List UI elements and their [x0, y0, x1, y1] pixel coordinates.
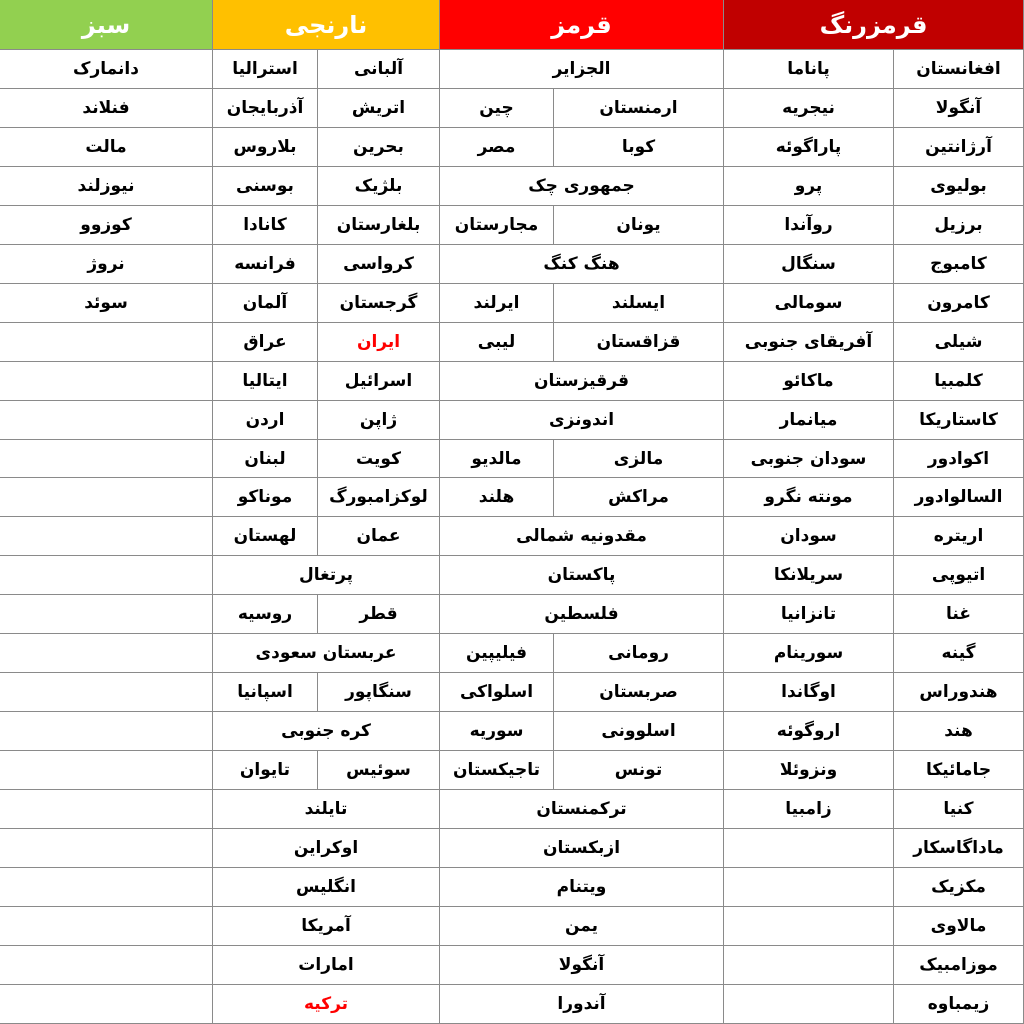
- country-cell: [724, 868, 894, 907]
- country-cell: غنا: [894, 595, 1024, 634]
- empty-cell: [0, 401, 213, 440]
- country-cell: بولیوی: [894, 167, 1024, 206]
- country-cell: هنگ کنگ: [440, 245, 724, 284]
- empty-cell: [0, 868, 213, 907]
- country-cell: مالاوی: [894, 907, 1024, 946]
- country-cell: چین: [440, 89, 554, 128]
- country-cell: تانزانیا: [724, 595, 894, 634]
- country-cell: استرالیا: [213, 50, 318, 89]
- country-cell: لوکزامبورگ: [318, 478, 440, 517]
- country-cell: عمان: [318, 517, 440, 556]
- country-cell: ترکیه: [213, 985, 440, 1024]
- country-cell: صربستان: [554, 673, 724, 712]
- country-cell: سودان: [724, 517, 894, 556]
- empty-cell: [0, 751, 213, 790]
- country-cell: کلمبیا: [894, 362, 1024, 401]
- country-cell: کویت: [318, 440, 440, 479]
- country-cell: سومالی: [724, 284, 894, 323]
- country-cell: سودان جنوبی: [724, 440, 894, 479]
- country-cell: آنگولا: [894, 89, 1024, 128]
- country-cell: آمریکا: [213, 907, 440, 946]
- country-cell: کرواسی: [318, 245, 440, 284]
- country-cell: جمهوری چک: [440, 167, 724, 206]
- country-cell: امارات: [213, 946, 440, 985]
- country-cell: اریتره: [894, 517, 1024, 556]
- country-cell: انگلیس: [213, 868, 440, 907]
- country-cell: ماداگاسکار: [894, 829, 1024, 868]
- empty-cell: [0, 517, 213, 556]
- country-cell: السالوادور: [894, 478, 1024, 517]
- country-cell: کانادا: [213, 206, 318, 245]
- country-cell: ژاپن: [318, 401, 440, 440]
- country-cell: آفریقای جنوبی: [724, 323, 894, 362]
- country-cell: اسپانیا: [213, 673, 318, 712]
- country-cell: قرقیزستان: [440, 362, 724, 401]
- country-cell: پاناما: [724, 50, 894, 89]
- header-orange: نارنجی: [213, 0, 440, 50]
- country-cell: کامبوج: [894, 245, 1024, 284]
- country-cell: پرتغال: [213, 556, 440, 595]
- empty-cell: [0, 673, 213, 712]
- country-cell: تونس: [554, 751, 724, 790]
- country-cell: مقدونیه شمالی: [440, 517, 724, 556]
- country-cell: ازبکستان: [440, 829, 724, 868]
- country-cell: آلمان: [213, 284, 318, 323]
- country-cell: گینه: [894, 634, 1024, 673]
- empty-cell: [0, 478, 213, 517]
- country-cell: سنگال: [724, 245, 894, 284]
- country-cell: نیوزلند: [0, 167, 213, 206]
- country-cell: زامبیا: [724, 790, 894, 829]
- country-cell: اسرائیل: [318, 362, 440, 401]
- country-cell: تاجیکستان: [440, 751, 554, 790]
- country-cell: آذربایجان: [213, 89, 318, 128]
- country-cell: بلژیک: [318, 167, 440, 206]
- header-crimson: قرمزرنگ: [724, 0, 1024, 50]
- country-cell: کامرون: [894, 284, 1024, 323]
- country-cell: مکزیک: [894, 868, 1024, 907]
- country-cell: ویتنام: [440, 868, 724, 907]
- country-cell: شیلی: [894, 323, 1024, 362]
- country-cell: روآندا: [724, 206, 894, 245]
- country-cell: هند: [894, 712, 1024, 751]
- country-cell: مونته نگرو: [724, 478, 894, 517]
- country-cell: قطر: [318, 595, 440, 634]
- country-cell: اتریش: [318, 89, 440, 128]
- country-cell: سنگاپور: [318, 673, 440, 712]
- country-cell: هلند: [440, 478, 554, 517]
- country-cell: مالزی: [554, 440, 724, 479]
- empty-cell: [0, 323, 213, 362]
- empty-cell: [0, 790, 213, 829]
- empty-cell: [0, 829, 213, 868]
- country-cell: اسلوونی: [554, 712, 724, 751]
- empty-cell: [0, 556, 213, 595]
- country-cell: آلبانی: [318, 50, 440, 89]
- country-cell: میانمار: [724, 401, 894, 440]
- country-cell: کاستاریکا: [894, 401, 1024, 440]
- country-cell: فلسطین: [440, 595, 724, 634]
- country-cell: اندونزی: [440, 401, 724, 440]
- country-cell: اوگاندا: [724, 673, 894, 712]
- empty-cell: [0, 362, 213, 401]
- country-cell: قزاقستان: [554, 323, 724, 362]
- country-cell: اکوادور: [894, 440, 1024, 479]
- header-red: قرمز: [440, 0, 724, 50]
- country-cell: [724, 946, 894, 985]
- country-cell: ماکائو: [724, 362, 894, 401]
- country-cell: زیمباوه: [894, 985, 1024, 1024]
- country-cell: [724, 907, 894, 946]
- country-cell: مراکش: [554, 478, 724, 517]
- country-cell: سوریه: [440, 712, 554, 751]
- country-cell: اسلواکی: [440, 673, 554, 712]
- country-cell: ترکمنستان: [440, 790, 724, 829]
- country-cell: اتیوپی: [894, 556, 1024, 595]
- country-cell: فرانسه: [213, 245, 318, 284]
- country-cell: [724, 985, 894, 1024]
- country-cell: آندورا: [440, 985, 724, 1024]
- empty-cell: [0, 440, 213, 479]
- country-cell: [724, 829, 894, 868]
- country-cell: ارمنستان: [554, 89, 724, 128]
- country-cell: مالت: [0, 128, 213, 167]
- country-cell: بوسنی: [213, 167, 318, 206]
- country-cell: اوکراین: [213, 829, 440, 868]
- empty-cell: [0, 946, 213, 985]
- country-cell: لبنان: [213, 440, 318, 479]
- country-cell: بحرین: [318, 128, 440, 167]
- country-cell: عربستان سعودی: [213, 634, 440, 673]
- country-cell: جامائیکا: [894, 751, 1024, 790]
- country-cell: ایرلند: [440, 284, 554, 323]
- country-cell: یونان: [554, 206, 724, 245]
- country-cell: روسیه: [213, 595, 318, 634]
- empty-cell: [0, 712, 213, 751]
- country-cell: بلغارستان: [318, 206, 440, 245]
- empty-cell: [0, 985, 213, 1024]
- country-cell: موناکو: [213, 478, 318, 517]
- country-cell: کنیا: [894, 790, 1024, 829]
- country-cell: الجزایر: [440, 50, 724, 89]
- country-cell: پاراگوئه: [724, 128, 894, 167]
- country-cell: ایران: [318, 323, 440, 362]
- country-cell: یمن: [440, 907, 724, 946]
- country-cell: برزیل: [894, 206, 1024, 245]
- country-cell: آنگولا: [440, 946, 724, 985]
- country-cell: اروگوئه: [724, 712, 894, 751]
- country-cell: فنلاند: [0, 89, 213, 128]
- country-cell: عراق: [213, 323, 318, 362]
- country-cell: بلاروس: [213, 128, 318, 167]
- country-cell: مصر: [440, 128, 554, 167]
- country-cell: افغانستان: [894, 50, 1024, 89]
- country-cell: پرو: [724, 167, 894, 206]
- empty-cell: [0, 634, 213, 673]
- country-cell: ایسلند: [554, 284, 724, 323]
- country-cell: فیلیپین: [440, 634, 554, 673]
- country-cell: سوئد: [0, 284, 213, 323]
- header-green: سبز: [0, 0, 213, 50]
- country-cell: هندوراس: [894, 673, 1024, 712]
- country-cell: موزامبیک: [894, 946, 1024, 985]
- country-cell: رومانی: [554, 634, 724, 673]
- country-cell: کوزوو: [0, 206, 213, 245]
- country-cell: دانمارک: [0, 50, 213, 89]
- country-cell: ونزوئلا: [724, 751, 894, 790]
- country-cell: نیجریه: [724, 89, 894, 128]
- country-cell: سوئیس: [318, 751, 440, 790]
- country-cell: تایلند: [213, 790, 440, 829]
- country-cell: کوبا: [554, 128, 724, 167]
- country-cell: لهستان: [213, 517, 318, 556]
- country-cell: نروژ: [0, 245, 213, 284]
- country-cell: کره جنوبی: [213, 712, 440, 751]
- country-cell: ایتالیا: [213, 362, 318, 401]
- country-cell: سورینام: [724, 634, 894, 673]
- country-cell: اردن: [213, 401, 318, 440]
- country-cell: لیبی: [440, 323, 554, 362]
- country-cell: مالدیو: [440, 440, 554, 479]
- country-cell: مجارستان: [440, 206, 554, 245]
- country-cell: پاکستان: [440, 556, 724, 595]
- country-cell: آرژانتین: [894, 128, 1024, 167]
- empty-cell: [0, 595, 213, 634]
- country-cell: گرجستان: [318, 284, 440, 323]
- country-cell: سریلانکا: [724, 556, 894, 595]
- empty-cell: [0, 907, 213, 946]
- country-cell: تایوان: [213, 751, 318, 790]
